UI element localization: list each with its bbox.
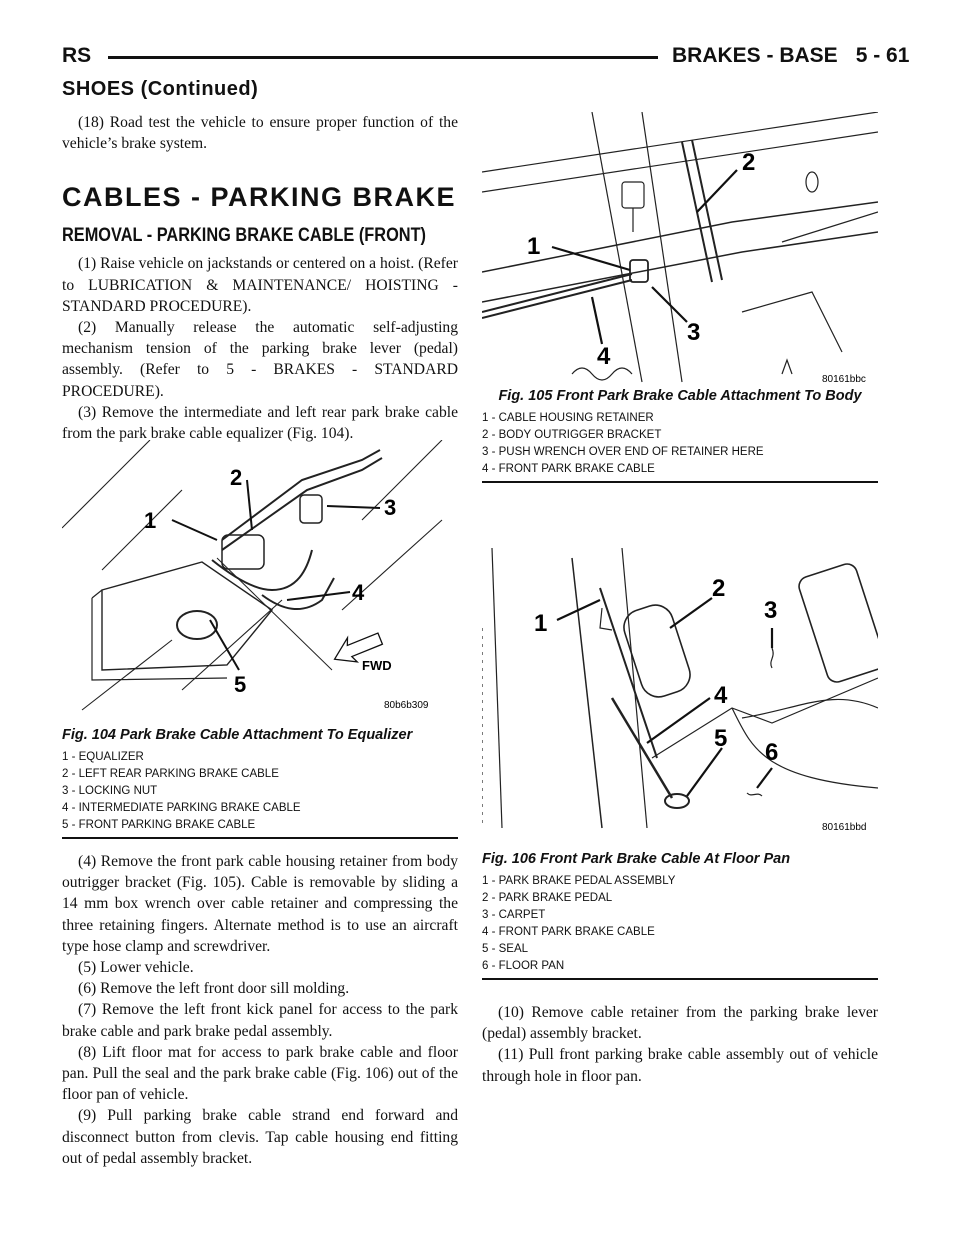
figure-106-illustration bbox=[482, 548, 878, 838]
fig104-legend-item: 1 - EQUALIZER bbox=[62, 751, 144, 763]
fig104-cable bbox=[212, 550, 312, 590]
fig105-image-code: 80161bbc bbox=[822, 374, 866, 385]
fig104-callout-2: 2 bbox=[230, 465, 243, 490]
fig106-callout-1: 1 bbox=[534, 610, 548, 637]
paragraph-step-7: (7) Remove the left front kick panel for access to the park brake cable and park brake pedal assembly. bbox=[62, 1001, 458, 1040]
fig105-legend-item: 2 - BODY OUTRIGGER BRACKET bbox=[482, 429, 662, 441]
paragraph-step-1: (1) Raise vehicle on jackstands or centered on a hoist. (Refer to LUBRICATION & MAINTENANCE/ HOISTING - STANDARD PROCEDURE). bbox=[62, 255, 458, 315]
header-rule bbox=[108, 56, 658, 59]
fig105-cable bbox=[482, 280, 632, 318]
header-section-code: RS bbox=[62, 44, 92, 67]
fig104-callout-arrow bbox=[210, 620, 239, 670]
left-column-bottom bbox=[62, 851, 458, 1169]
fig105-rule bbox=[482, 481, 878, 483]
fig104-legend-item: 5 - FRONT PARKING BRAKE CABLE bbox=[62, 819, 256, 831]
fig105-legend-item: 4 - FRONT PARK BRAKE CABLE bbox=[482, 463, 655, 475]
fig106-callout-arrow bbox=[687, 748, 722, 796]
fig106-legend-item: 3 - CARPET bbox=[482, 909, 546, 921]
header-chapter-title: BRAKES - BASE bbox=[672, 44, 838, 67]
fig104-cable bbox=[222, 458, 382, 550]
fig105-hole bbox=[806, 172, 818, 192]
fig104-title: Fig. 104 Park Brake Cable Attachment To Equalizer bbox=[62, 727, 413, 743]
fig106-callout-6: 6 bbox=[765, 739, 779, 766]
paragraph-step-10: (10) Remove cable retainer from the parking brake lever (pedal) assembly bracket. bbox=[482, 1004, 878, 1043]
paragraph-step-6: (6) Remove the left front door sill molding. bbox=[78, 980, 350, 998]
figure-106-caption bbox=[482, 851, 878, 980]
fig104-callout-4: 4 bbox=[352, 580, 365, 605]
fig105-callout-arrow bbox=[652, 287, 687, 322]
fig106-image-code: 80161bbd bbox=[822, 822, 867, 833]
fig104-bracket-plate bbox=[102, 562, 272, 670]
fig106-carpet-marker bbox=[771, 648, 773, 668]
fig106-legend-item: 6 - FLOOR PAN bbox=[482, 960, 565, 972]
fig105-clip bbox=[782, 360, 792, 374]
fig104-fwd-label: FWD bbox=[362, 658, 392, 673]
fig106-callout-4: 4 bbox=[714, 682, 728, 709]
paragraph-step-18: (18) Road test the vehicle to ensure proper function of the vehicle’s brake system. bbox=[62, 114, 458, 153]
fig106-floor-contour bbox=[732, 708, 878, 788]
fig104-seal bbox=[177, 611, 217, 639]
fig106-kick-panel bbox=[492, 548, 502, 828]
fig104-callout-1: 1 bbox=[144, 508, 157, 533]
fig106-legend-item: 1 - PARK BRAKE PEDAL ASSEMBLY bbox=[482, 875, 676, 887]
figure-105-illustration bbox=[482, 112, 878, 390]
section-heading: CABLES - PARKING BRAKE bbox=[62, 182, 457, 213]
figure-105-caption bbox=[482, 388, 878, 483]
fig104-equalizer bbox=[222, 535, 264, 569]
right-column-text bbox=[482, 1002, 878, 1087]
fig105-title: Fig. 105 Front Park Brake Cable Attachment To Body bbox=[498, 388, 862, 404]
fig104-hatch-line bbox=[102, 490, 182, 570]
fig105-callout-4: 4 bbox=[597, 343, 611, 370]
fig105-legend-item: 3 - PUSH WRENCH OVER END OF RETAINER HERE bbox=[482, 446, 764, 458]
fig104-hatch-line bbox=[182, 600, 282, 690]
fig105-body-panel bbox=[742, 292, 842, 352]
fig105-body-line bbox=[782, 212, 878, 242]
fig105-nut bbox=[622, 182, 644, 208]
fig105-cable bbox=[482, 274, 632, 312]
fig105-frame-rail bbox=[482, 202, 878, 272]
paragraph-step-3: (3) Remove the intermediate and left rear park brake cable from the park brake cable equalizer (Fig. 104). bbox=[62, 403, 458, 443]
fig104-image-code: 80b6b309 bbox=[384, 700, 429, 711]
fig104-callout-arrow bbox=[327, 506, 380, 508]
fig106-legend-item: 2 - PARK BRAKE PEDAL bbox=[482, 892, 613, 904]
fig106-callout-arrow bbox=[647, 698, 710, 743]
figure-104-caption bbox=[62, 727, 458, 839]
paragraph-step-2: (2) Manually release the automatic self-adjusting mechanism tension of the parking brake lever (pedal) assembly. (Refer to 5 - BRAKES - STANDARD PROCEDURE). bbox=[62, 319, 458, 400]
fig106-title: Fig. 106 Front Park Brake Cable At Floor Pan bbox=[482, 851, 791, 867]
fig105-callout-arrow bbox=[592, 297, 602, 344]
fig104-hatch-line bbox=[62, 440, 150, 528]
paragraph-step-5: (5) Lower vehicle. bbox=[78, 959, 194, 977]
fig106-rule bbox=[482, 978, 878, 980]
fig106-floor-contour bbox=[742, 699, 878, 718]
fig106-callout-arrow bbox=[670, 598, 712, 628]
subsection-heading: REMOVAL - PARKING BRAKE CABLE (FRONT) bbox=[62, 225, 427, 247]
fig105-body-line bbox=[482, 132, 878, 192]
fig104-hatch-line bbox=[82, 640, 172, 710]
left-column-top bbox=[62, 112, 458, 444]
figure-104-illustration bbox=[62, 440, 458, 715]
fig104-callout-arrow bbox=[247, 480, 252, 530]
header-page-number: 5 - 61 bbox=[855, 44, 910, 67]
fig106-floor-marker bbox=[747, 793, 762, 796]
fig104-callout-3: 3 bbox=[384, 495, 397, 520]
fig104-legend-item: 4 - INTERMEDIATE PARKING BRAKE CABLE bbox=[62, 802, 301, 814]
fig104-callout-arrow bbox=[287, 592, 350, 600]
fig104-callout-arrow bbox=[172, 520, 217, 540]
fig106-pedal-assembly bbox=[600, 588, 657, 758]
fig104-cable bbox=[262, 578, 334, 609]
fig106-callout-5: 5 bbox=[714, 725, 728, 752]
fig105-legend-item: 1 - CABLE HOUSING RETAINER bbox=[482, 412, 654, 424]
fig106-brake-pedal bbox=[796, 561, 878, 684]
fig106-pedal-pad bbox=[619, 600, 694, 701]
fig104-locking-nut bbox=[300, 495, 322, 523]
fig105-frame-rail bbox=[482, 232, 878, 302]
fig104-legend-item: 2 - LEFT REAR PARKING BRAKE CABLE bbox=[62, 768, 279, 780]
fig106-seal bbox=[665, 794, 689, 808]
fig104-rule bbox=[62, 837, 458, 839]
fig105-callout-2: 2 bbox=[742, 149, 756, 176]
paragraph-step-8: (8) Lift floor mat for access to park brake cable and floor pan. Pull the seal and the park brake cable (Fig. 106) out of the floor pan of vehicle. bbox=[62, 1043, 458, 1104]
paragraph-step-11: (11) Pull front parking brake cable assembly out of vehicle through hole in floor pan. bbox=[482, 1046, 878, 1085]
fig106-legend-item: 4 - FRONT PARK BRAKE CABLE bbox=[482, 926, 655, 938]
fig105-outrigger-edge bbox=[642, 112, 682, 382]
fig105-body-line bbox=[482, 112, 878, 172]
fig104-callout-5: 5 bbox=[234, 672, 247, 697]
fig105-callout-3: 3 bbox=[687, 319, 701, 346]
fig105-callout-1: 1 bbox=[527, 233, 541, 260]
header-right bbox=[672, 44, 927, 68]
continued-section-title: SHOES (Continued) bbox=[62, 78, 259, 100]
fig106-callout-3: 3 bbox=[764, 597, 778, 624]
fig106-callout-2: 2 bbox=[712, 575, 726, 602]
fig105-outrigger-edge bbox=[592, 112, 642, 382]
fig106-callout-arrow bbox=[757, 768, 772, 788]
fig106-pedal-arm bbox=[572, 558, 602, 828]
paragraph-step-9: (9) Pull parking brake cable strand end forward and disconnect button from clevis. Tap cable housing end fitting out of pedal assembly bracket. bbox=[62, 1107, 458, 1167]
fig106-legend-item: 5 - SEAL bbox=[482, 943, 529, 955]
fig104-cable bbox=[217, 558, 332, 670]
paragraph-step-4: (4) Remove the front park cable housing retainer from body outrigger bracket (Fig. 105). Cable is removable by sliding a 14 mm box wrench over cable retainer and compressing the three retaining fingers. Alternate method is to use an aircraft type hose clamp and screwdriver. bbox=[62, 853, 458, 955]
fig104-legend-item: 3 - LOCKING NUT bbox=[62, 785, 158, 797]
